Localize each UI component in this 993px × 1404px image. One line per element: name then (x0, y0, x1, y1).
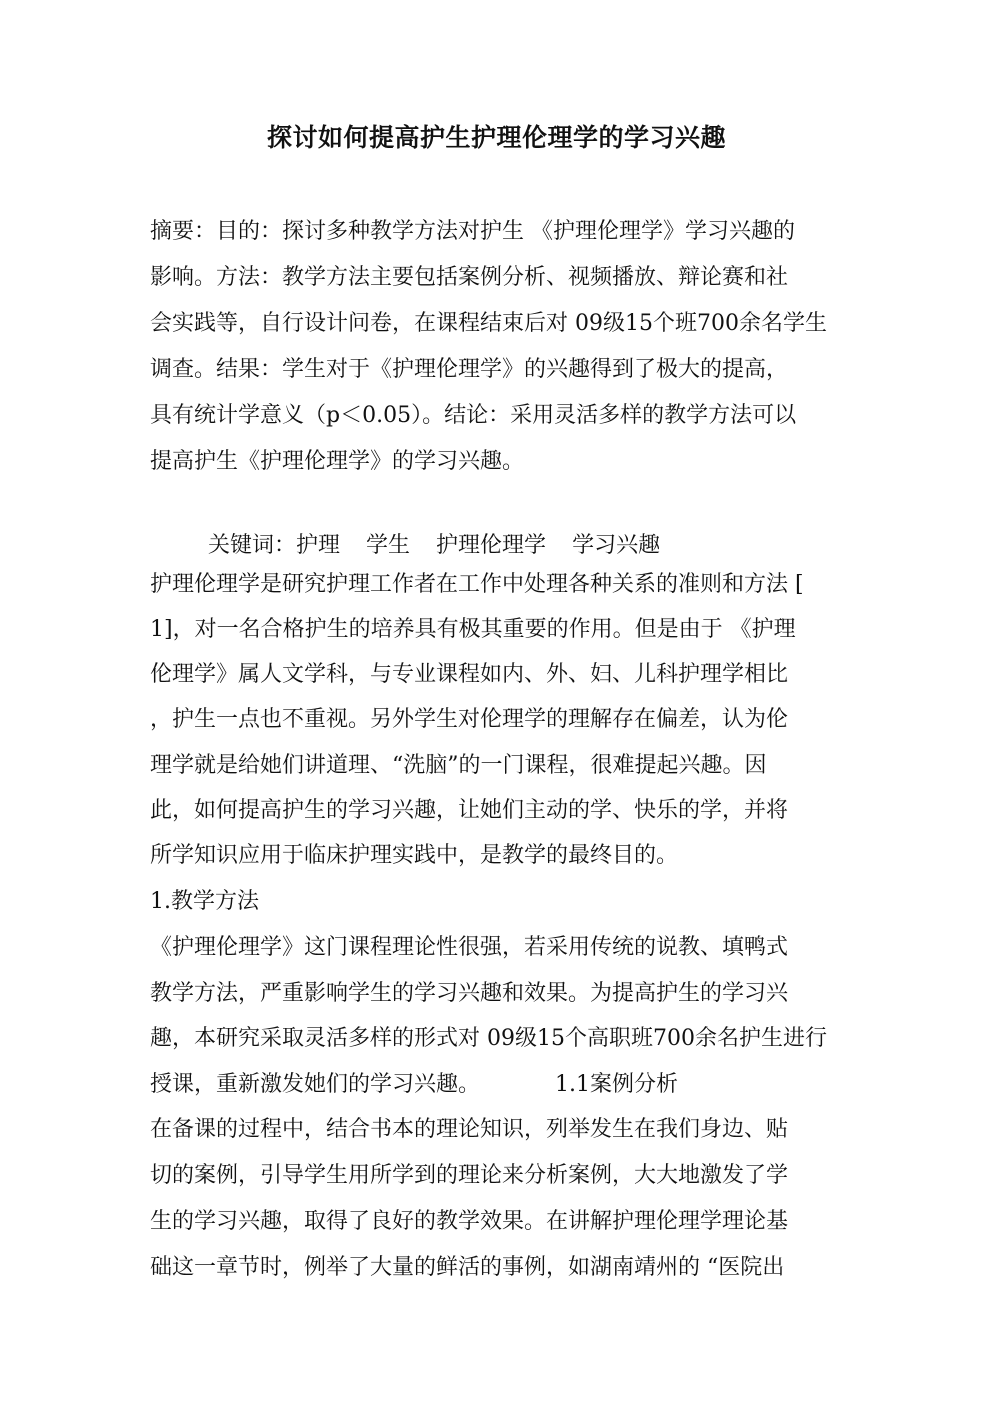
section1-line: 《护理伦理学》这门课程理论性很强，若采用传统的说教、填鸭式 (150, 935, 789, 960)
intro-line: 理学就是给她们讲道理、“洗脑”的一门课程，很难提起兴趣。因 (150, 753, 767, 778)
intro-line: 1]，对一名合格护生的培养具有极其重要的作用。但是由于 《护理 (150, 617, 796, 642)
intro-line: 伦理学》属人文学科，与专业课程如内、外、妇、儿科护理学相比 (150, 662, 789, 687)
abstract-line: 影响。方法：教学方法主要包括案例分析、视频播放、辩论赛和社 (150, 265, 789, 290)
intro-line: ，护生一点也不重视。另外学生对伦理学的理解存在偏差，认为伦 (150, 707, 789, 732)
section1-line: 授课，重新激发她们的学习兴趣。 (150, 1072, 481, 1097)
section1-line: 教学方法，严重影响学生的学习兴趣和效果。为提高护生的学习兴 (150, 981, 789, 1006)
abstract-line: 会实践等，自行设计问卷，在课程结束后对 09级15个班700余名学生 (150, 311, 827, 336)
abstract-line: 调查。结果：学生对于《护理伦理学》的兴趣得到了极大的提高， (150, 357, 789, 382)
section11-line: 础这一章节时，例举了大量的鲜活的事例，如湖南靖州的 “医院出 (150, 1255, 785, 1280)
page-title: 探讨如何提高护生护理伦理学的学习兴趣 (266, 123, 726, 152)
subsection-heading: 1.1案例分析 (555, 1072, 678, 1097)
abstract-line: 摘要：目的：探讨多种教学方法对护生 《护理伦理学》学习兴趣的 (150, 219, 795, 244)
intro-line: 此，如何提高护生的学习兴趣，让她们主动的学、快乐的学，并将 (150, 798, 789, 823)
keywords-label: 关键词： (208, 533, 297, 558)
keywords-line (208, 528, 686, 559)
section11-line: 切的案例，引导学生用所学到的理论来分析案例，大大地激发了学 (150, 1163, 789, 1188)
intro-line: 护理伦理学是研究护理工作者在工作中处理各种关系的准则和方法 [ (150, 572, 804, 597)
keyword-item: 护理 (296, 533, 341, 558)
section-heading: 1.教学方法 (150, 889, 259, 914)
abstract-line: 提高护生《护理伦理学》的学习兴趣。 (150, 449, 525, 474)
keyword-item: 学生 (366, 533, 411, 558)
keyword-item: 学习兴趣 (572, 533, 661, 558)
section11-line: 在备课的过程中，结合书本的理论知识，列举发生在我们身边、贴 (150, 1117, 789, 1142)
abstract-line: 具有统计学意义（p＜0.05）。结论：采用灵活多样的教学方法可以 (150, 403, 797, 428)
intro-line: 所学知识应用于临床护理实践中，是教学的最终目的。 (150, 843, 679, 868)
section11-line: 生的学习兴趣，取得了良好的教学效果。在讲解护理伦理学理论基 (150, 1209, 789, 1234)
section1-line: 趣，本研究采取灵活多样的形式对 09级15个高职班700余名护生进行 (150, 1026, 827, 1051)
keyword-item: 护理伦理学 (436, 533, 547, 558)
